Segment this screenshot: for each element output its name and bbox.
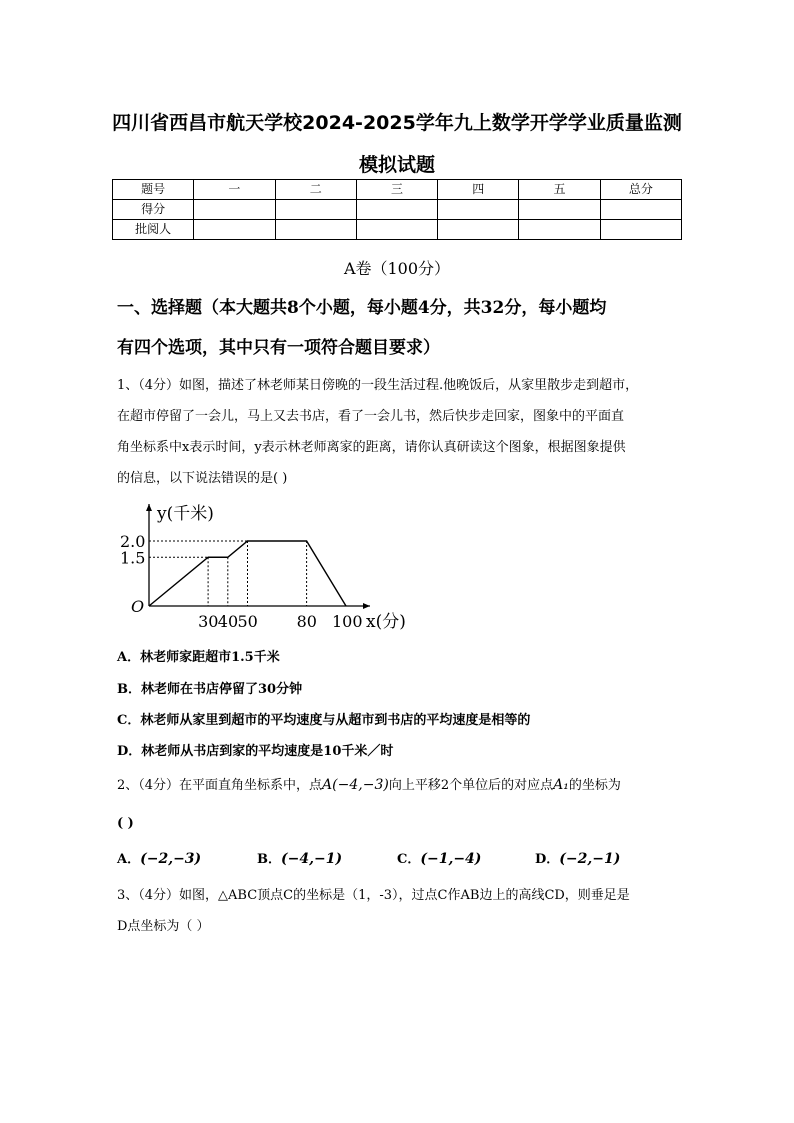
score-cell[interactable]: [600, 220, 681, 240]
x-tick-label: 80: [296, 612, 317, 631]
option-value: (−2,−3): [140, 851, 202, 867]
option-label: A．: [117, 852, 141, 867]
q2-option-a[interactable]: [117, 848, 201, 867]
q1-line: 在超市停留了一会儿，马上又去书店，看了一会儿书，然后快步走回家，图象中的平面直: [117, 409, 625, 424]
x-tick-label: 30: [198, 612, 219, 631]
score-cell[interactable]: [356, 200, 437, 220]
score-cell[interactable]: [438, 200, 519, 220]
option-label: B．: [257, 852, 281, 867]
option-value: (−1,−4): [420, 851, 482, 867]
section1-heading-line2: 有四个选项，其中只有一项符合题目要求）: [117, 338, 440, 358]
option-value: (−4,−1): [281, 851, 343, 867]
q2-options: [117, 848, 682, 868]
score-table-header-row: [113, 180, 682, 200]
score-table: [112, 179, 682, 240]
q3-text: [117, 880, 682, 942]
score-table-header: 二: [275, 180, 356, 200]
q1-line: 角坐标系中x表示时间，y表示林老师离家的距离，请你认真研读这个图象，根据图象提供: [117, 440, 626, 455]
chart-guides: [149, 541, 307, 606]
origin-label: O: [131, 597, 145, 616]
q1-option-a[interactable]: A．林老师家距超市1.5千米: [117, 650, 280, 665]
q2-option-d[interactable]: [535, 848, 620, 867]
score-table-header: 总分: [600, 180, 681, 200]
score-table-header: 题号: [113, 180, 194, 200]
score-cell[interactable]: [275, 220, 356, 240]
x-tick-label: 40: [217, 612, 239, 631]
y-axis-label: y(千米): [157, 504, 214, 524]
score-cell[interactable]: [438, 220, 519, 240]
q1-option-d[interactable]: D．林老师从书店到家的平均速度是10千米／时: [117, 744, 394, 759]
x-tick-label: 100: [332, 612, 363, 631]
section-a-heading: A卷（100分）: [343, 259, 451, 278]
x-axis-label: x(分): [366, 612, 406, 632]
score-cell[interactable]: [275, 200, 356, 220]
q2-text-part: 的坐标为: [568, 778, 621, 793]
score-table-row: [113, 200, 682, 220]
page-title-line2: 模拟试题: [358, 154, 435, 176]
score-cell[interactable]: [194, 220, 275, 240]
page-title-line1: 四川省西昌市航天学校2024-2025学年九上数学开学学业质量监测: [112, 112, 682, 134]
q2-text-part: 向上平移2个单位后的对应点: [388, 778, 554, 793]
y-axis-arrow: [146, 504, 152, 511]
score-cell[interactable]: [600, 200, 681, 220]
score-table-header: 五: [519, 180, 600, 200]
score-row-label: 批阅人: [113, 220, 194, 240]
q2-text-part: 2、（4分）在平面直角坐标系中，点: [117, 778, 323, 793]
option-value: (−2,−1): [559, 851, 621, 867]
y-tick-label: 2.0: [120, 532, 146, 551]
q2-text: [117, 770, 682, 801]
score-cell[interactable]: [194, 200, 275, 220]
x-tick-label: 50: [237, 612, 258, 631]
section1-heading-line1: 一、选择题（本大题共8个小题，每小题4分，共32分，每小题均: [117, 298, 607, 318]
q1-line: 的信息，以下说法错误的是( ): [117, 471, 288, 486]
chart-labels: [120, 504, 406, 632]
score-cell[interactable]: [519, 220, 600, 240]
q1-option-b[interactable]: B．林老师在书店停留了30分钟: [117, 682, 303, 697]
q1-line: 1、（4分）如图，描述了林老师某日傍晚的一段生活过程.他晚饭后，从家里散步走到超市，: [117, 378, 639, 393]
option-label: D．: [535, 852, 560, 867]
option-label: C．: [397, 852, 421, 867]
q1-distance-time-chart: [120, 496, 420, 636]
q1-option-c[interactable]: C．林老师从家里到超市的平均速度与从超市到书店的平均速度是相等的: [117, 713, 531, 728]
score-table-row: [113, 220, 682, 240]
score-cell[interactable]: [356, 220, 437, 240]
q3-line: D点坐标为（ ）: [117, 919, 210, 934]
score-table-header: 一: [194, 180, 275, 200]
x-axis-arrow: [363, 603, 370, 609]
q3-line: 3、（4分）如图，△ABC顶点C的坐标是（1，-3），过点C作AB边上的高线CD，则垂足是: [117, 888, 630, 903]
score-cell[interactable]: [519, 200, 600, 220]
q2-point: A(−4,−3): [322, 777, 389, 793]
q2-option-c[interactable]: [397, 848, 481, 867]
q1-text: [117, 370, 682, 494]
q2-point2: A₁: [553, 777, 569, 793]
q2-answer-bracket: ( ): [117, 816, 134, 831]
q2-option-b[interactable]: [257, 848, 342, 867]
score-row-label: 得分: [113, 200, 194, 220]
y-tick-label: 1.5: [120, 548, 146, 568]
score-table-header: 四: [438, 180, 519, 200]
score-table-header: 三: [356, 180, 437, 200]
